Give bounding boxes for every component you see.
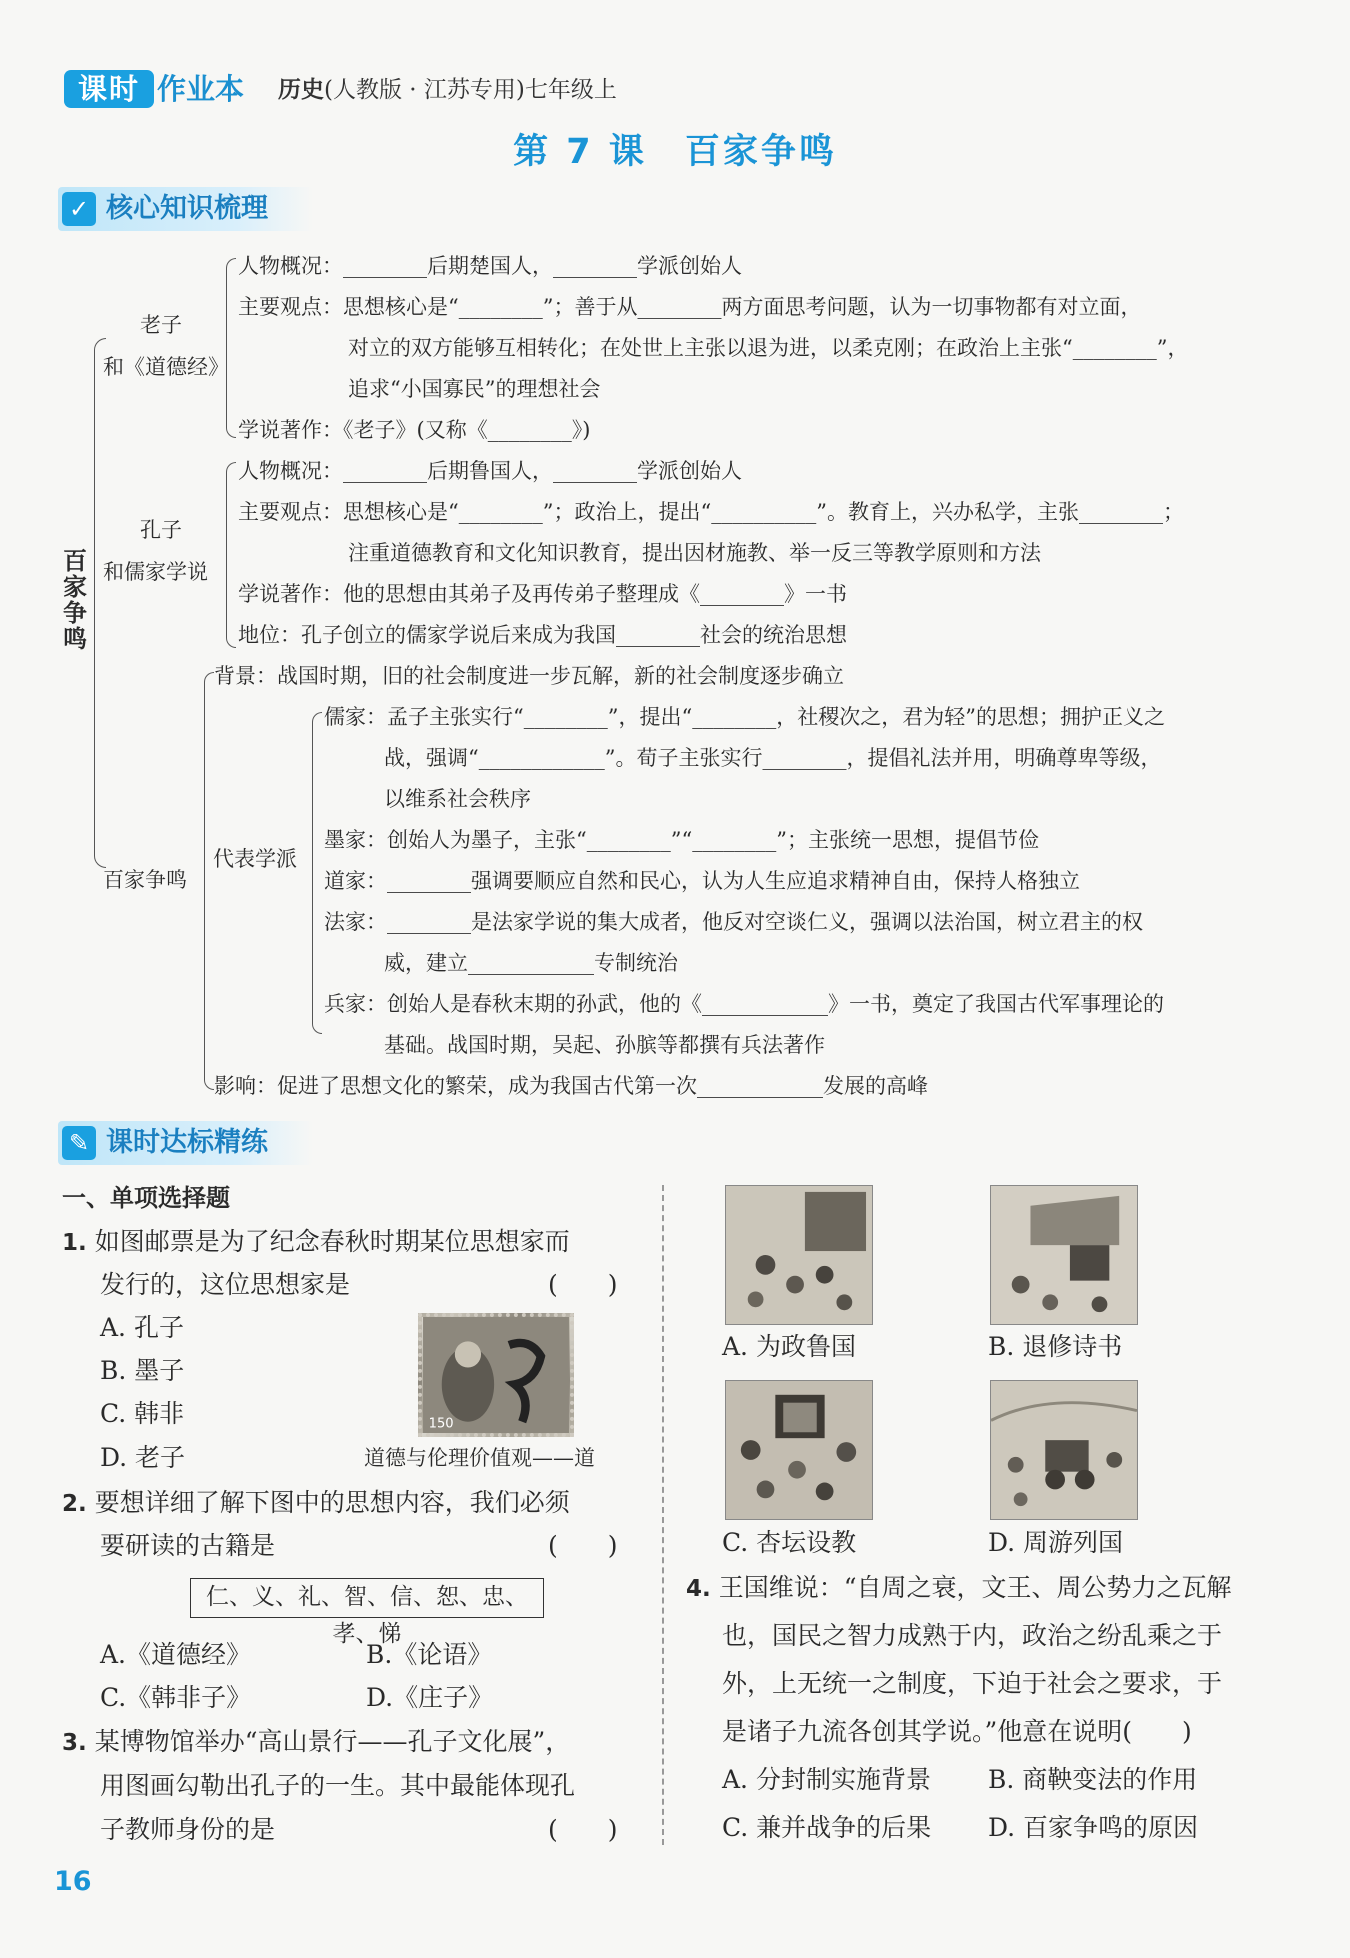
baijia-brace [204,672,214,1090]
q2-option-b[interactable]: B.《论语》 [366,1640,493,1669]
q4-option-b[interactable]: B. 商鞅变法的作用 [988,1765,1198,1794]
laozi-line-4: 追求“小国寡民”的理想社会 [348,377,601,401]
laozi-line-3: 对立的双方能够互相转化；在处世上主张以退为进，以柔克刚；在政治上主张“________”， [348,336,1189,360]
laozi-title: 老子 [140,313,182,337]
q4-option-c[interactable]: C. 兼并战争的后果 [722,1813,932,1842]
edition: (人教版 · 江苏专用)七年级上 [324,77,617,103]
column-divider [662,1185,664,1845]
laozi-brace [226,258,236,438]
q4-stem [686,1570,1232,1607]
q3-number: 3. [62,1730,87,1756]
q3-picture-a [725,1185,873,1325]
section-title-2: 课时达标精练 [106,1127,268,1158]
stamp-figure-icon [422,1317,570,1433]
q4-line-2: 也，国民之智力成熟于内，政治之纷乱乘之于 [722,1621,1223,1650]
laozi-line-2: 主要观点：思想核心是“________”；善于从________两方面思考问题，认为一切事物都有对立面， [238,295,1142,319]
q3-picture-d [990,1380,1138,1520]
page-number: 16 [54,1866,92,1897]
q3-line-1: 某博物馆举办“高山景行——孔子文化展”， [94,1727,571,1756]
bing-line-2: 基础。战国时期，吴起、孙膑等都撰有兵法著作 [384,1033,825,1057]
pencil-icon: ✎ [62,1126,96,1160]
baijia-title: 百家争鸣 [103,868,187,892]
q1-line-1: 如图邮票是为了纪念春秋时期某位思想家而 [94,1227,570,1256]
q4-line-4: 是诸子九流各创其学说。”他意在说明( ) [722,1717,1192,1746]
ru-line-2: 战，强调“____________”。荀子主张实行________，提倡礼法并用，明确尊卑等级， [384,746,1162,770]
q4-option-d[interactable]: D. 百家争鸣的原因 [988,1813,1199,1842]
stamp-caption: 道德与伦理价值观——道 [364,1446,595,1470]
svg-text:150: 150 [428,1416,454,1432]
laozi-line-1: 人物概况：________后期楚国人，________学派创始人 [238,254,742,278]
logo: 课时 [64,70,154,108]
q1-option-d[interactable]: D. 老子 [100,1443,186,1472]
kongzi-line-2: 主要观点：思想核心是“________”；政治上，提出“__________”。教育上，兴办私学，主张________； [238,500,1184,524]
q3-option-c[interactable]: C. 杏坛设教 [722,1528,857,1557]
q1-option-c[interactable]: C. 韩非 [100,1399,185,1428]
mo-line: 墨家：创始人为墨子，主张“________”“________”；主张统一思想，提倡节俭 [324,828,1039,852]
q2-number: 2. [62,1491,87,1517]
q3-option-b[interactable]: B. 退修诗书 [988,1332,1123,1361]
q3-stem [62,1724,570,1761]
stamp-image [418,1313,574,1437]
laozi-title-2: 和《道德经》 [103,355,229,379]
section-title: 核心知识梳理 [106,193,268,224]
q2-line-2: 要研读的古籍是 [100,1531,276,1560]
q2-line-1: 要想详细了解下图中的思想内容，我们必须 [94,1488,570,1517]
fa-line-2: 威，建立____________专制统治 [384,951,678,975]
q3-line-2: 用图画勾勒出孔子的一生。其中最能体现孔 [100,1771,576,1800]
q3-picture-b [990,1185,1138,1325]
q1-answer-blank[interactable]: ( ) [548,1270,618,1299]
q3-answer-blank[interactable]: ( ) [548,1815,618,1844]
schools-brace [312,712,322,1034]
kongzi-line-4: 学说著作：他的思想由其弟子及再传弟子整理成《________》一书 [238,582,847,606]
baijia-background: 背景：战国时期，旧的社会制度进一步瓦解，新的社会制度逐步确立 [214,664,844,688]
q2-option-c[interactable]: C.《韩非子》 [100,1683,252,1712]
q1-stem [62,1224,570,1261]
virtue-box: 仁、义、礼、智、信、恕、忠、孝、悌 [190,1578,544,1618]
part-title: 一、单项选择题 [62,1184,230,1212]
subject: 历史 [278,76,324,103]
q4-option-a[interactable]: A. 分封制实施背景 [722,1765,931,1794]
q1-option-a[interactable]: A. 孔子 [100,1313,184,1342]
schools-label: 代表学派 [213,847,297,871]
check-pencil-icon: ✓ [62,192,96,226]
lesson-title: 第 7 课 百家争鸣 [513,132,837,172]
q4-number: 4. [686,1576,711,1602]
q2-stem [62,1485,570,1522]
kongzi-brace [226,462,236,648]
book-info [278,74,617,106]
q3-option-d[interactable]: D. 周游列国 [988,1528,1124,1557]
logo-subtitle: 作业本 [157,72,245,106]
ru-line-1: 儒家：孟子主张实行“________”，提出“________，社稷次之，君为轻”的思想；拥护正义之 [324,705,1165,729]
kongzi-title-2: 和儒家学说 [103,560,208,584]
dao-line: 道家：________强调要顺应自然和民心，认为人生应追求精神自由，保持人格独立 [324,869,1080,893]
kongzi-line-5: 地位：孔子创立的儒家学说后来成为我国________社会的统治思想 [238,623,847,647]
q2-option-d[interactable]: D.《庄子》 [366,1683,494,1712]
q1-line-2: 发行的，这位思想家是 [100,1270,351,1299]
q1-number: 1. [62,1230,87,1256]
section-banner-practice [58,1121,313,1165]
q2-answer-blank[interactable]: ( ) [548,1531,618,1560]
baijia-influence: 影响：促进了思想文化的繁荣，成为我国古代第一次____________发展的高峰 [214,1074,928,1098]
kongzi-line-1: 人物概况：________后期鲁国人，________学派创始人 [238,459,742,483]
kongzi-title: 孔子 [140,518,182,542]
q4-line-3: 外，上无统一之制度，下迫于社会之要求，于 [722,1669,1223,1698]
root-brace [94,338,106,868]
fa-line-1: 法家：________是法家学说的集大成者，他反对空谈仁义，强调以法治国，树立君主的权 [324,910,1143,934]
laozi-line-5: 学说著作：《老子》(又称《________》) [238,418,591,442]
q1-option-b[interactable]: B. 墨子 [100,1356,185,1385]
q3-line-3: 子教师身份的是 [100,1815,276,1844]
kongzi-line-3: 注重道德教育和文化知识教育，提出因材施教、举一反三等教学原则和方法 [348,541,1041,565]
q4-line-1: 王国维说：“自周之衰，文王、周公势力之瓦解 [718,1573,1232,1602]
ru-line-3: 以维系社会秩序 [384,787,531,811]
section-banner-core-knowledge [58,187,313,231]
q3-option-a[interactable]: A. 为政鲁国 [722,1332,856,1361]
outline-root-title: 百家争鸣 [63,546,87,653]
bing-line-1: 兵家：创始人是春秋末期的孙武，他的《____________》一书，奠定了我国古代军事理论的 [324,992,1164,1016]
q2-option-a[interactable]: A.《道德经》 [100,1640,252,1669]
q3-picture-c [725,1380,873,1520]
